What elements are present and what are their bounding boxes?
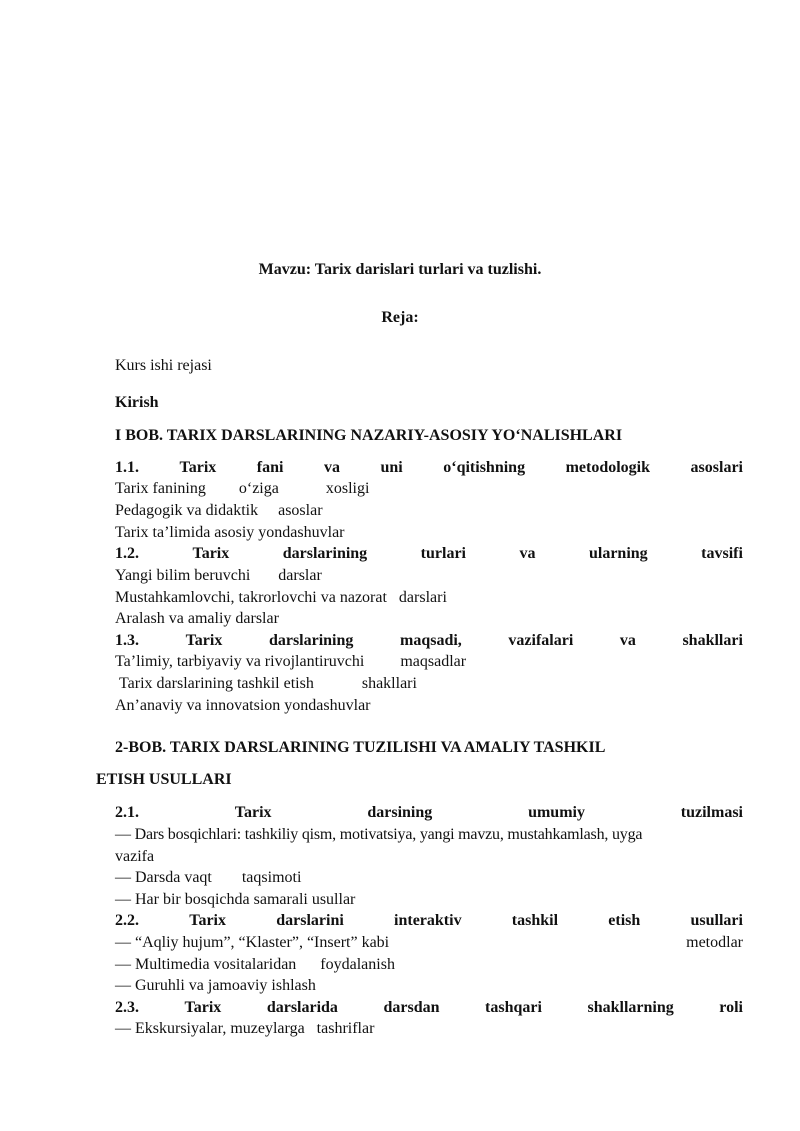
heading-word: uni [380,459,403,476]
heading-word: 2.1. [115,804,139,821]
item-part: metodlar [686,934,743,951]
list-item [115,933,743,953]
heading-word: umumiy [528,804,585,821]
item-part: darslari [398,589,447,606]
item-part: shakllari [361,675,417,692]
intro-line: Kurs ishi rejasi [115,357,212,374]
chapter2-heading-continued: ETISH USULLARI [96,771,232,788]
list-item [115,588,447,608]
heading-word: darsining [367,804,433,821]
list-item: An’anaviy va innovatsion yondashuvlar [115,697,371,714]
heading-word: 2.3. [115,999,139,1016]
item-part: taqsimoti [241,869,302,886]
heading-word: darslarini [276,912,344,929]
list-item [119,674,417,694]
heading-word: va [619,632,636,649]
list-item: — Dars bosqichlari: tashkiliy qism, motivatsiya, yangi mavzu, mustahkamlash, uyga [115,826,643,843]
item-part: darslar [278,567,322,584]
heading-word: 1.2. [115,545,139,562]
list-item [115,501,323,521]
section-2-2-heading [115,911,743,931]
heading-word: darslarining [282,545,368,562]
heading-word: darslarining [268,632,354,649]
plan-heading: Reja: [381,309,419,326]
heading-word: roli [719,999,743,1016]
heading-word: va [323,459,340,476]
item-part: maqsadlar [400,653,467,670]
heading-word: Tarix [189,912,226,929]
section-2-3-heading [115,998,743,1018]
item-part: o‘ziga [238,480,279,497]
heading-word: asoslari [690,459,743,476]
heading-word: tashkil [511,912,559,929]
item-part: xosligi [325,480,370,497]
heading-word: Tarix [179,459,217,476]
heading-word: etish [608,912,641,929]
heading-word: tavsifi [701,545,743,562]
heading-word: shakllarning [587,999,674,1016]
item-part: Tarix fanining [115,480,206,497]
heading-word: Tarix [192,545,230,562]
heading-word: vazifalari [508,632,574,649]
section-1-3-heading [115,631,743,651]
heading-word: va [519,545,536,562]
item-part: Tarix darslarining tashkil etish [119,675,314,692]
section-1-1-heading [115,458,743,478]
item-part: Yangi bilim beruvchi [115,567,251,584]
heading-word: shakllari [682,632,743,649]
item-part: — Multimedia vositalaridan [115,956,297,973]
document-title: Mavzu: Tarix darislari turlari va tuzlishi. [258,261,542,278]
item-part: asoslar [278,502,323,519]
chapter2-heading: 2-BOB. TARIX DARSLARINING TUZILISHI VA AMALIY TASHKIL [115,739,606,756]
heading-word: o‘qitishning [443,459,526,476]
heading-word: Tarix [184,999,222,1016]
list-item [115,652,466,672]
heading-word: tuzilmasi [680,804,743,821]
list-item [115,955,395,975]
list-item-continued: vazifa [115,848,155,865]
list-item: — Har bir bosqichda samarali usullar [115,891,356,908]
heading-word: fani [256,459,284,476]
heading-word: Tarix [234,804,272,821]
heading-word: 2.2. [115,912,139,929]
item-part: Pedagogik va didaktik [115,502,259,519]
chapter1-heading: I BOB. TARIX DARSLARINING NAZARIY-ASOSIY YO‘NALISHLARI [115,427,623,444]
list-item [115,479,369,499]
list-item: — Guruhli va jamoaviy ishlash [115,977,316,994]
heading-word: ularning [588,545,648,562]
heading-word: usullari [690,912,743,929]
item-part: Ta’limiy, tarbiyaviy va rivojlantiruvchi [115,653,365,670]
item-part: foydalanish [320,956,395,973]
heading-word: darslarida [266,999,338,1016]
heading-word: 1.3. [115,632,139,649]
section-2-1-heading [115,803,743,823]
heading-word: turlari [420,545,466,562]
heading-word: Tarix [185,632,223,649]
list-item: Aralash va amaliy darslar [115,610,279,627]
heading-word: interaktiv [394,912,462,929]
section-1-2-heading [115,544,743,564]
item-part: tashriflar [316,1020,375,1037]
heading-word: 1.1. [115,459,139,476]
item-part: — Ekskursiyalar, muzeylarga [115,1020,305,1037]
heading-word: tashqari [485,999,542,1016]
item-part: — Darsda vaqt [115,869,212,886]
item-part: — “Aqliy hujum”, “Klaster”, “Insert” kabi [115,934,390,951]
heading-word: darsdan [383,999,440,1016]
heading-word: maqsadi, [400,632,462,649]
kirish-heading: Kirish [115,394,159,411]
list-item [115,868,301,888]
item-part: Mustahkamlovchi, takrorlovchi va nazorat [115,589,387,606]
list-item [115,566,322,586]
list-item [115,1019,374,1039]
list-item: Tarix ta’limida asosiy yondashuvlar [115,524,345,541]
heading-word: metodologik [565,459,651,476]
